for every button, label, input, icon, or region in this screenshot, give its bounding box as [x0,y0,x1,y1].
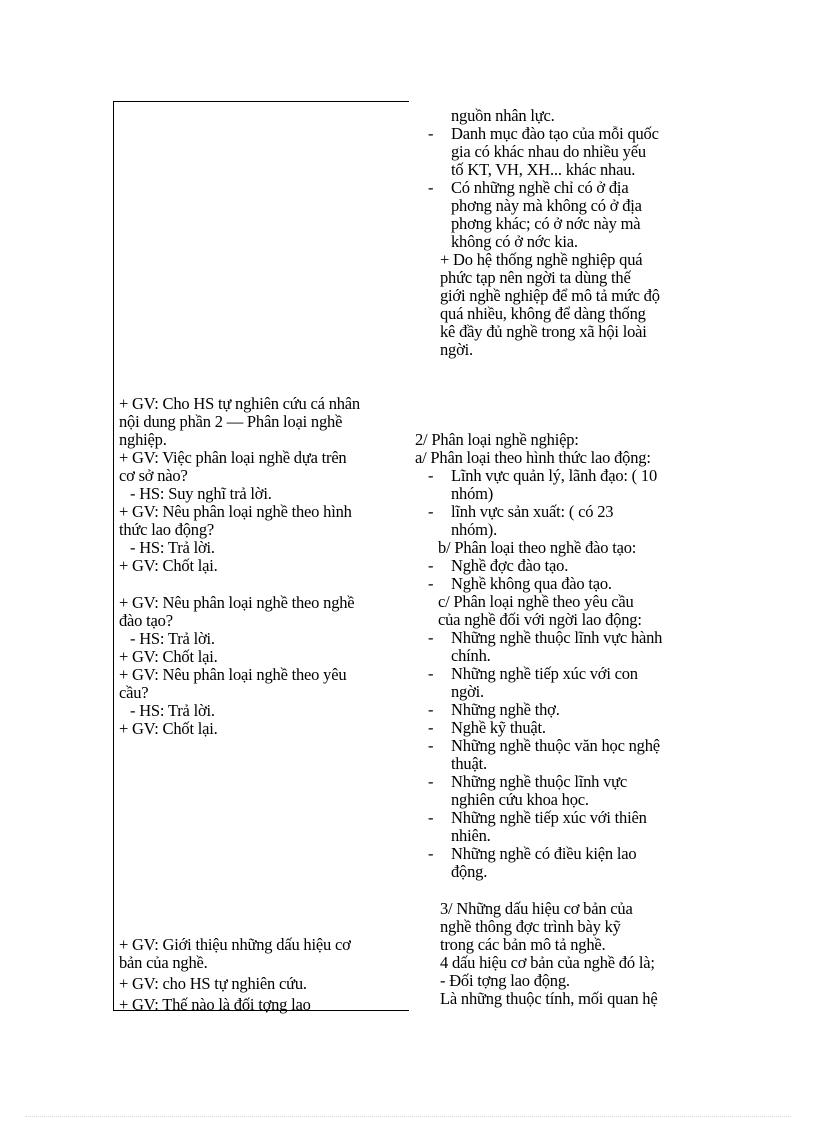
text-line: cầu? [119,683,149,702]
text-line: + Do hệ thống nghề nghiệp quá [440,250,643,269]
text-line: nguồn nhân lực. [451,106,555,125]
text-line: cơ sở nào? [119,466,188,485]
text-line: gia có khác nhau do nhiều yếu [451,142,646,161]
text-line: Có những nghề chỉ có ở địa [451,178,629,197]
bullet-dash: - [428,466,434,485]
text-line: Những nghề thuộc lĩnh vực [451,772,628,791]
text-line: - HS: Trả lời. [130,629,215,648]
bullet-dash: - [428,178,434,197]
text-line: Là những thuộc tính, mối quan hệ [440,989,658,1008]
text-line: Những nghề thợ. [451,700,560,719]
text-line: thuật. [451,754,487,773]
text-line: Những nghề có điều kiện lao [451,844,637,863]
text-line: + GV: Nêu phân loại nghề theo nghề [119,593,355,612]
text-line: phức tạp nên ngời ta dùng thế [440,268,631,287]
text-line: động. [451,862,488,881]
text-line: Nghề kỹ thuật. [451,718,546,737]
table-border-left [113,101,114,1011]
text-line: + GV: Chốt lại. [119,556,218,575]
text-line: quá nhiều, không để dàng thống [440,304,646,323]
bullet-dash: - [428,574,434,593]
text-line: đào tạo? [119,611,173,630]
text-line: + GV: Thế nào là đối tợng lao [119,995,311,1014]
page-footer-rule [25,1116,791,1117]
text-line: Danh mục đào tạo của mỗi quốc [451,124,659,143]
text-line: - Đối tợng lao động. [440,971,570,990]
text-line: Những nghề thuộc văn học nghệ [451,736,660,755]
text-line: Những nghề tiếp xúc với con [451,664,638,683]
text-line: 4 dấu hiệu cơ bản của nghề đó là; [440,953,655,972]
text-line: + GV: Việc phân loại nghề dựa trên [119,448,347,467]
text-line: kê đầy đủ nghề trong xã hội loài [440,322,647,341]
text-line: không có ở nớc kia. [451,232,578,251]
text-line: chính. [451,646,491,665]
text-line: trong các bản mô tả nghề. [440,935,606,954]
bullet-dash: - [428,502,434,521]
text-line: + GV: Cho HS tự nghiên cứu cá nhân [119,394,360,413]
text-line: giới nghề nghiệp để mô tả mức độ [440,286,660,305]
text-line: nghề thông đợc trình bày kỹ [440,917,621,936]
text-line: + GV: Chốt lại. [119,647,218,666]
bullet-dash: - [428,556,434,575]
text-line: Những nghề thuộc lĩnh vực hành [451,628,663,647]
text-line: + GV: Nêu phân loại nghề theo hình [119,502,352,521]
text-line: nhóm) [451,484,494,503]
text-line: + GV: Giới thiệu những dấu hiệu cơ [119,935,351,954]
text-line: - HS: Trả lời. [130,538,215,557]
text-line: bản của nghề. [119,953,208,972]
text-line: 3/ Những dấu hiệu cơ bản của [440,899,633,918]
bullet-dash: - [428,124,434,143]
text-line: - HS: Suy nghĩ trả lời. [130,484,272,503]
text-line: b/ Phân loại theo nghề đào tạo: [438,538,637,557]
text-line: Những nghề tiếp xúc với thiên [451,808,647,827]
bullet-dash: - [428,664,434,683]
text-line: nghiệp. [119,430,167,449]
text-line: + GV: Nêu phân loại nghề theo yêu [119,665,347,684]
text-line: + GV: Chốt lại. [119,719,218,738]
text-line: Nghề đợc đào tạo. [451,556,569,575]
text-line: phơng này mà không có ở địa [451,196,642,215]
text-line: nhiên. [451,826,491,845]
text-line: a/ Phân loại theo hình thức lao động: [415,448,651,467]
text-line: tố KT, VH, XH... khác nhau. [451,160,636,179]
text-line: 2/ Phân loại nghề nghiệp: [415,430,579,449]
text-line: Nghề không qua đào tạo. [451,574,612,593]
text-line: thức lao động? [119,520,215,539]
text-line: phơng khác; có ở nớc này mà [451,214,641,233]
bullet-dash: - [428,718,434,737]
text-line: ngời. [451,682,484,701]
text-line: của nghề đối với ngời lao động: [438,610,642,629]
bullet-dash: - [428,736,434,755]
text-line: nghiên cứu khoa học. [451,790,589,809]
text-line: nhóm). [451,520,498,539]
text-line: nội dung phần 2 — Phân loại nghề [119,412,343,431]
bullet-dash: - [428,772,434,791]
bullet-dash: - [428,844,434,863]
text-line: - HS: Trả lời. [130,701,215,720]
bullet-dash: - [428,700,434,719]
bullet-dash: - [428,628,434,647]
table-border-top [113,101,409,102]
text-line: c/ Phân loại nghề theo yêu cầu [438,592,634,611]
text-line: lĩnh vực sản xuất: ( có 23 [451,502,614,521]
text-line: ngời. [440,340,473,359]
text-line: + GV: cho HS tự nghiên cứu. [119,974,307,993]
bullet-dash: - [428,808,434,827]
text-line: Lĩnh vực quản lý, lãnh đạo: ( 10 [451,466,657,485]
